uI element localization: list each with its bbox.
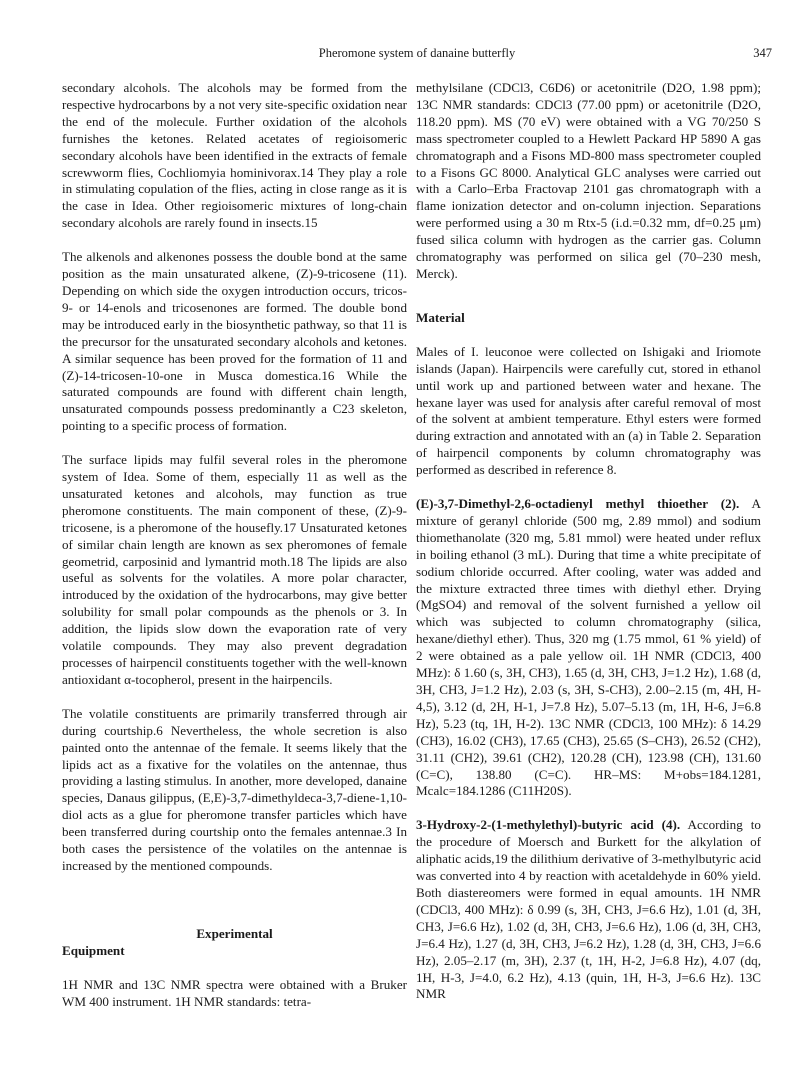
- compound-2-text: A mixture of geranyl chloride (500 mg, 2.89 mmol) and sodium thiomethanolate (320 mg, 5.81 mmol) were heated under reflux in boiling ethanol (3 mL). During that time a white precipitate of sodium chloride occurred. After cooling, water was added and the mixture extracted three times with diethyl ether. Drying (MgSO4) and removal of the solvent furnished a yellow oil which was subjected to column chromatography (silica, hexane/diethyl ether). Thus, 320 mg (1.75 mmol, 61 % yield) of 2 were obtained as a pale yellow oil. 1H NMR (CDCl3, 400 MHz): δ 1.60 (s, 3H, CH3), 1.65 (d, 3H, CH3, J=1.2 Hz), 1.68 (d, 3H, CH3, J=1.2 Hz), 2.03 (s, 3H, S-CH3), 2.00–2.15 (m, 4H, H-4,5), 3.12 (d, 2H, H-1, J=7.8 Hz), 5.07–5.13 (m, 1H, H-6, J=6.8 Hz), 5.23 (tq, 1H, H-2). 13C NMR (CDCl3, 100 MHz): δ 14.29 (CH3), 16.02 (CH3), 17.65 (CH3), 25.65 (S–CH3), 26.52 (CH2), 31.11 (CH2), 39.61 (CH2), 120.28 (CH), 123.98 (CH), 131.60 (C=C), 138.80 (C=C). HR–MS: M+obs=184.1281, Mcalc=184.1286 (C11H20S).: [416, 496, 761, 799]
- compound-2-paragraph: [416, 496, 761, 800]
- discussion-paragraph-4: The volatile constituents are primarily transferred through air during courtship.6 Nevertheless, the whole secretion is also painted onto the antennae of the female. It seems likely that the lipids act as a fixative for the volatiles on the antennae, thus providing a lasting stimulus. In another, more developed, danaine species, Danaus gilippus, (E,E)-3,7-dimethyldeca-3,7-diene-1,10-diol acts as a glue for pheromone transfer particles which have been transferred during courtship onto the females antennae.3 In both cases the persistence of the volatiles on the antennae is increased by the mentioned compounds.: [62, 705, 407, 873]
- compound-4-paragraph: [416, 817, 761, 1003]
- compound-4-text: According to the procedure of Moersch and Burkett for the alkylation of aliphatic acids,19 the dilithium derivative of 3-methylbutyric acid was converted into 4 by reaction with acetaldehyde in 60% yield. Both diastereomers were formed in equal amounts. 1H NMR (CDCl3, 400 MHz): δ 0.99 (s, 3H, CH3, J=6.6 Hz), 1.01 (d, 3H, CH3, J=6.6 Hz), 1.02 (d, 3H, CH3, J=6.6 Hz), 1.06 (d, 3H, CH3, J=6.4 Hz), 1.27 (d, 3H, CH3, J=6.2 Hz), 1.28 (d, 3H, CH3, J=6.6 Hz), 2.05–2.17 (m, 3H), 2.37 (t, 1H, H-2, J=6.8 Hz), 4.07 (dq, 1H, H-3, J=4.0, 6.2 Hz), 4.13 (quin, 1H, H-3, J=6.6 Hz). 13C NMR: [416, 817, 761, 1002]
- compound-2-title: (E)-3,7-Dimethyl-2,6-octadienyl methyl thioether (2).: [416, 496, 740, 512]
- discussion-paragraph-3: The surface lipids may fulfil several roles in the pheromone system of Idea. Some of them, especially 11 as well as the unsaturated ketones and alcohols, may function as true pheromone constituents. The main component of these, (Z)-9-tricosene, is a pheromone of the housefly.17 Unsaturated ketones of similar chain length are known as sex pheromones of female geometrid, carposinid and lymantrid moth.18 The lipids are also useful as solvents for the volatiles. A more polar character, introduced by the oxidation of the hydrocarbons, may give better solubility for small polar compounds as the phenols or 3. In addition, the lipids slow down the evaporation rate of very volatile compounds. They may also prevent degradation processes of hairpencil constituents together with the well-known antioxidant α-tocopherol, present in the hairpencils.: [62, 452, 407, 687]
- left-column: [62, 80, 407, 1028]
- right-column: [416, 80, 761, 1020]
- discussion-paragraph-2: The alkenols and alkenones possess the double bond at the same position as the main unsaturated alkene, (Z)-9-tricosene (11). Depending on which side the oxygen introduction occurs, tricos-9- or 14-enols and tricosenones are formed. The double bond may be introduced early in the biosynthetic pathway, so that 11 is the precursor for the unsaturated secondary alcohols and ketones. A similar sequence has been proved for the formation of 11 and (Z)-14-tricosen-10-one in Musca domestica.16 While the saturated compounds are found with different chain length, unsaturated compounds possess predominantly a C23 skeleton, pointing to a specific process of formation.: [62, 249, 407, 434]
- material-heading: Material: [416, 309, 465, 325]
- page-number: 347: [753, 46, 772, 60]
- equipment-paragraph: 1H NMR and 13C NMR spectra were obtained with a Bruker WM 400 instrument. 1H NMR standards: tetra-: [62, 976, 407, 1009]
- equipment-paragraph-continued: methylsilane (CDCl3, C6D6) or acetonitrile (D2O, 1.98 ppm); 13C NMR standards: CDCl3 (77.00 ppm) or acetonitrile (D2O, 118.20 ppm). MS (70 eV) were obtained with a VG 70/250 S mass spectrometer coupled to a Hewlett Packard HP 5890 A gas chromatograph and a Fisons MD-800 mass spectrometer coupled to a Fisons GC 8000. Analytical GLC analyses were carried out with a Carlo–Erba Fractovap 2101 gas chromatograph with a flame ionization detector and on-column injection. Separations were performed using a 30 m Rtx-5 (i.d.=0.32 mm, df=0.25 μm) fused silica column with hydrogen as the carrier gas. Column chromatography was performed on silica gel (70–230 mesh, Merck).: [416, 80, 761, 281]
- running-title: Pheromone system of danaine butterfly: [318, 46, 516, 60]
- equipment-heading: Equipment: [62, 942, 125, 958]
- compound-4-title: 3-Hydroxy-2-(1-methylethyl)-butyric acid (4).: [416, 817, 681, 833]
- material-paragraph: Males of I. leuconoe were collected on Ishigaki and Iriomote islands (Japan). Hairpencils were carefully cut, stored in ethanol until work up and partioned between water and hexane. The hexane layer was used for analysis after careful removal of most of the solvent at ambient temperature. Ethyl esters were formed during extraction and annotated with an (a) in Table 2. Separation of hairpencil components by column chromatography was performed as described in reference 8.: [416, 343, 761, 478]
- discussion-paragraph-1: secondary alcohols. The alcohols may be formed from the respective hydrocarbons by a not very site-specific oxidation near the end of the molecule. Further oxidation of the alcohols furnishes the ketones. Related acetates of regioisomeric secondary alcohols have been identified in the extracts of female screwworm flies, Cochliomyia hominivorax.14 They play a role in stimulating copulation of the flies, acting in close range as it is the case in Idea. Other regioisomeric mixtures of long-chain secondary alcohols are rarely found in insects.15: [62, 80, 407, 231]
- page-header: [62, 46, 772, 64]
- experimental-heading: Experimental: [196, 925, 273, 941]
